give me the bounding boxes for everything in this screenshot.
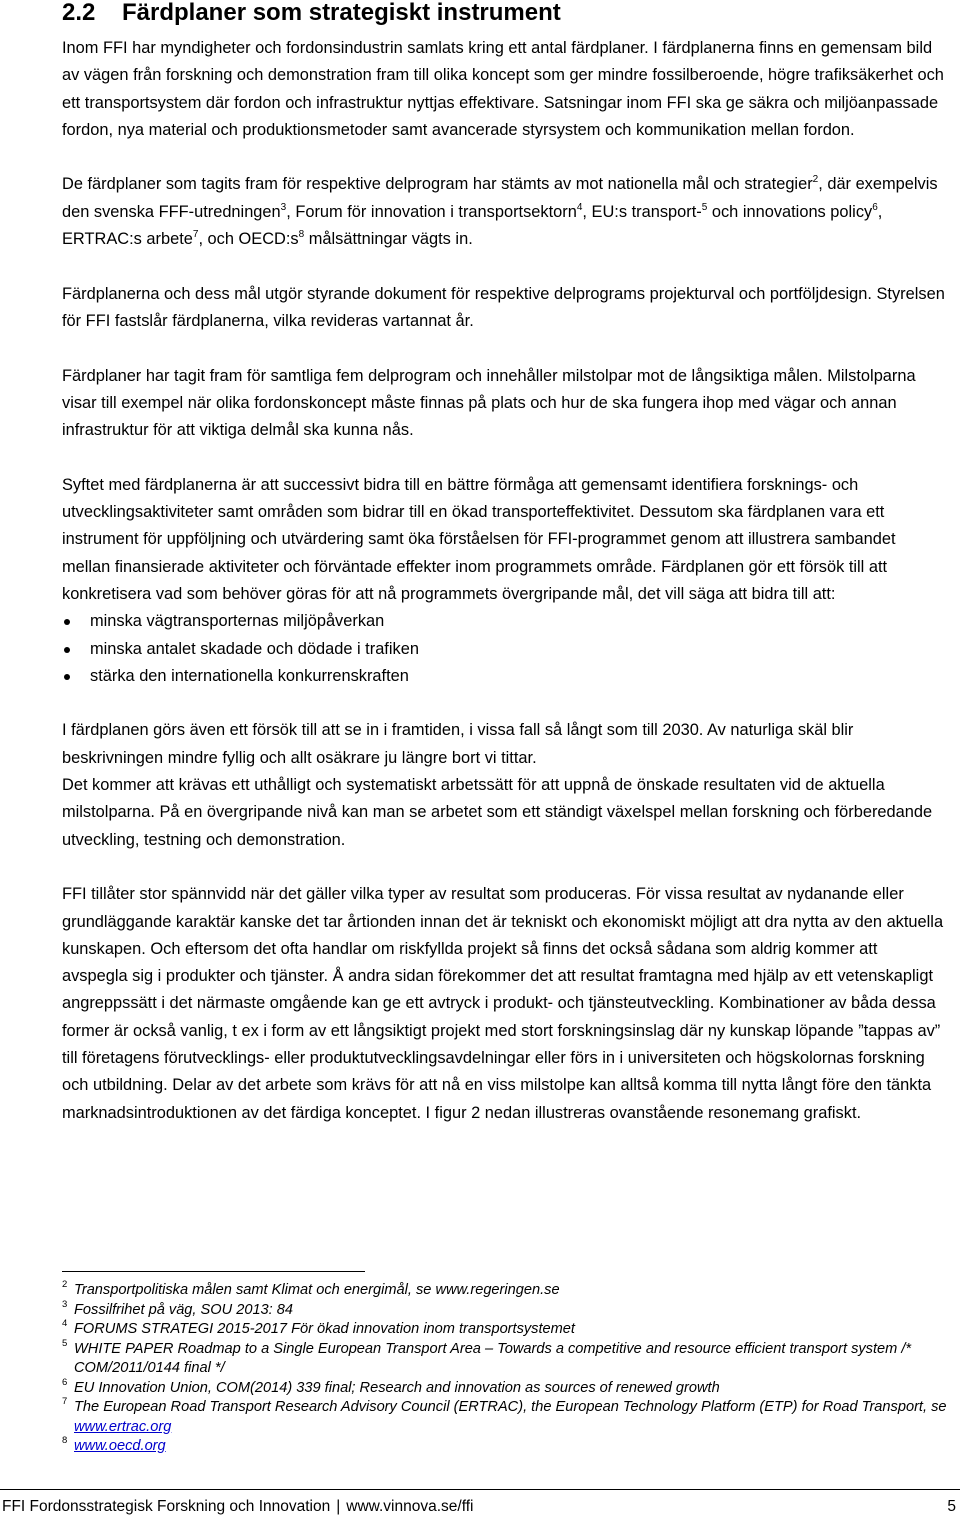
page-number: 5: [947, 1498, 956, 1515]
paragraph-intro: Inom FFI har myndigheter och fordonsindustrin samlats kring ett antal färdplaner. I färdplanerna finns en gemensam bild av vägen från forskning och demonstration fram till olika koncept som ger mindre fossilberoende, högre trafiksäkerhet och ett transportsystem där fordon och infrastruktur nyttjas effektivare. Satsningar inom FFI ska ge säkra och miljöanpassade fordon, nya material och produktionsmetoder samt avancerade styrsystem och kommunikation mellan fordon.: [62, 39, 944, 139]
oecd-link[interactable]: www.oecd.org: [74, 1438, 166, 1454]
footnote-ref: 6: [872, 201, 878, 213]
footnote-ref: 2: [812, 174, 819, 186]
footnote-ref: 8: [298, 229, 305, 241]
footnote: 2 Transportpolitiska målen samt Klimat och energimål, se www.regeringen.se: [62, 1279, 560, 1298]
section-heading: [62, 0, 561, 28]
list-item: minska antalet skadade och dödade i trafiken: [62, 636, 947, 663]
body-text: [62, 35, 947, 1154]
footnote: 5 WHITE PAPER Roadmap to a Single European Transport Area – Towards a competitive and resource efficient transport system /* COM/2011/0144 final */: [62, 1337, 912, 1376]
list-item: stärka den internationella konkurrenskraften: [62, 663, 947, 690]
paragraph-alignment: De färdplaner som tagits fram för respektive delprogram har stämts av mot nationella mål och strategier$^2$, där exempelvis den svenska FFF-utredningen$^3$, Forum för innovation i transportsektorn$^4$, EU:s transport-$^5$ och innovations policy$^6$, ERTRAC:s arbete$^7$, och $OECD:s^8$ målsättningar vägts in.: [62, 174, 938, 249]
paragraph-milestones: Färdplaner har tagit fram för samtliga fem delprogram och innehåller milstolpar mot de långsiktiga målen. Milstolparna visar till exempel när olika fordonskoncept måste finnas på plats och hur de ska fungera ihop med vägar och annan infrastruktur för att viktiga delmål ska kunna nås.: [62, 366, 916, 440]
footnote: 7 The European Road Transport Research Advisory Council (ERTRAC), the European Technology Platform (ETP) for Road Transport, se www.ertrac.org: [62, 1396, 947, 1435]
footnote: 4 FORUMS STRATEGI 2015-2017 För ökad innovation inom transportsystemet: [62, 1318, 575, 1337]
footnote-ref: 4: [576, 201, 583, 213]
page-footer: [2, 1497, 958, 1517]
list-item: minska vägtransporternas miljöpåverkan: [62, 608, 947, 635]
footer-url: www.vinnova.se/ffi: [346, 1498, 474, 1515]
footer-separator: |: [336, 1498, 341, 1515]
goal-list: [62, 608, 947, 690]
paragraph-method: Det kommer att krävas ett uthålligt och systematiskt arbetssätt för att uppnå de önskade resultaten vid de aktuella milstolparna. På en övergripande nivå kan man se arbetet som ett ständigt växelspel mellan forskning och förberedande utveckling, testning och demonstration.: [62, 776, 933, 849]
paragraph-results: FFI tillåter stor spännvidd när det gäller vilka typer av resultat som produceras. För vissa resultat av nydanande eller grundläggande karaktär kanske det tar årtionden innan det är tekniskt och ekonomiskt möjligt att dra nytta av den aktuella kunskapen. Och eftersom det ofta handlar om riskfyllda projekt så finns det också sådana som aldrig kommer att avspegla sig i produkter och tjänster. Å andra sidan förekommer det att resultat framtagna med hjälp av ett vetenskapligt angreppssätt i det närmaste omgående kan ge ett avtryck i produkt- och tjänsteutveckling. Kombinationer av båda dessa former är också vanlig, t ex i form av ett långsiktigt projekt med stort forskningsinslag där ny kunskap löpande ”tappas av” till företagens förutvecklings- eller produktutvecklingsavdelningar eller förs in i universiteten och högskolornas forskning och utbildning. Delar av det arbete som krävs för att nå en viss milstolpe kan alltså komma till nytta långt före den tänkta marknadsintroduktionen av det färdiga konceptet. I figur 2 nedan illustreras ovanstående resonemang grafiskt.: [62, 885, 944, 1122]
footer-publication: FFI Fordonsstrategisk Forskning och Innovation: [2, 1498, 331, 1515]
footnote: 3 Fossilfrihet på väg, SOU 2013: 84: [62, 1298, 294, 1318]
paragraph-governance: Färdplanerna och dess mål utgör styrande dokument för respektive delprograms projekturval och portföljdesign. Styrelsen för FFI fastslår färdplanerna, vilka revideras vartannat år.: [62, 284, 945, 330]
footer-divider: [0, 1489, 960, 1490]
paragraph-purpose: Syftet med färdplanerna är att successivt bidra till en bättre förmåga att gemensamt identifiera forsknings- och utvecklingsaktiviteter samt områden som bidrar till en ökad transporteffektivitet. Dessutom ska färdplanen vara ett instrument för uppföljning och utvärdering samt öka förståelsen för FFI-programmet genom att illustrera sambandet mellan finansierade aktiviteter och förväntade effekter inom programmets område. Färdplanen gör ett försök till att konkretisera vad som behöver göras för att nå programmets övergripande mål, det vill säga att bidra till att:: [62, 475, 896, 603]
section-number: 2.2: [62, 0, 96, 26]
footnote-ref: 7: [192, 229, 199, 241]
footnote: 6 EU Innovation Union, COM(2014) 339 final; Research and innovation as sources of renewed growth: [62, 1376, 720, 1396]
paragraph-future: I färdplanen görs även ett försök till att se in i framtiden, i vissa fall så långt som till 2030. Av naturliga skäl blir beskrivningen mindre fyllig och allt osäkrare ju längre bort vi tittar.: [62, 721, 854, 767]
footnotes: [62, 1281, 947, 1457]
footnote-ref: 5: [701, 201, 708, 213]
footnote-ref: 3: [280, 201, 287, 213]
ertrac-link[interactable]: www.ertrac.org: [74, 1418, 172, 1435]
footnote: 8 www.oecd.org: [62, 1435, 166, 1454]
section-title: Färdplaner som strategiskt instrument: [122, 0, 561, 26]
footnote-divider: [62, 1271, 365, 1272]
